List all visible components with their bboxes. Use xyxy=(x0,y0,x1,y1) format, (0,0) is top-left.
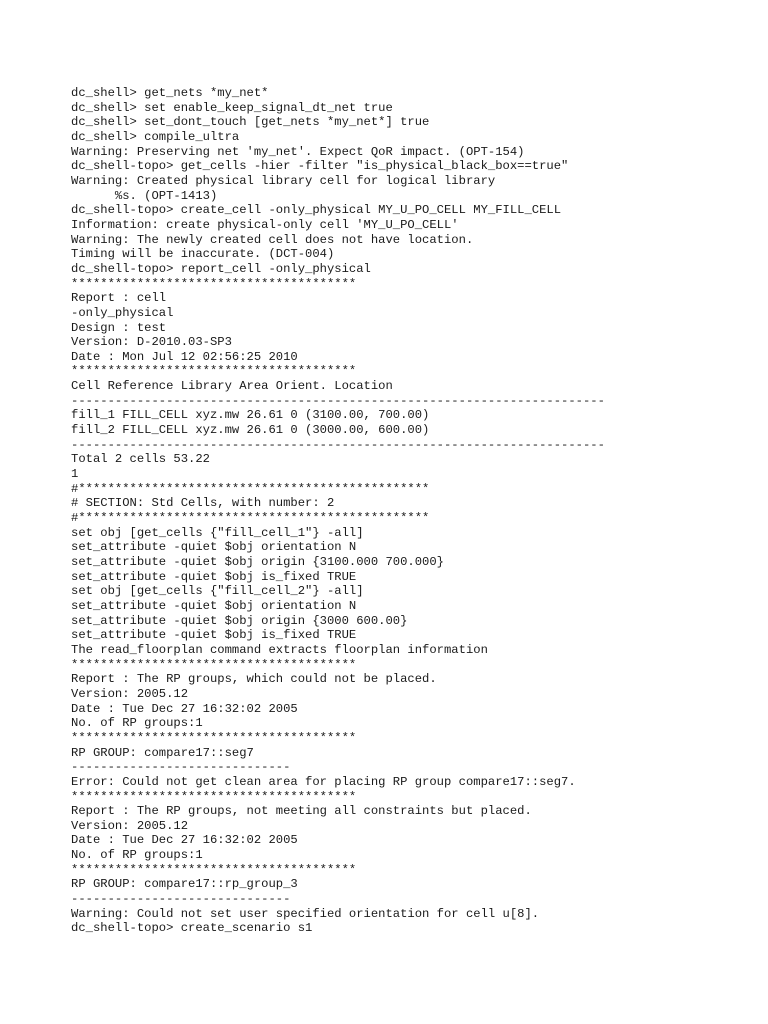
text-line: *************************************** xyxy=(71,730,357,745)
text-line: Warning: Preserving net 'my_net'. Expect QoR impact. (OPT-154) xyxy=(71,144,525,159)
text-line: No. of RP groups:1 xyxy=(71,716,203,731)
text-line: fill_2 FILL_CELL xyz.mw 26.61 0 (3000.00, 600.00) xyxy=(71,423,430,438)
text-line: fill_1 FILL_CELL xyz.mw 26.61 0 (3100.00, 700.00) xyxy=(71,408,430,423)
text-line: dc_shell-topo> get_cells -hier -filter "is_physical_black_box==true" xyxy=(71,159,569,174)
text-line: *************************************** xyxy=(71,657,357,672)
text-line: The read_floorplan command extracts floorplan information xyxy=(71,642,488,657)
text-line: set_attribute -quiet $obj origin {3100.000 700.000} xyxy=(71,555,444,569)
text-line: Version: D-2010.03-SP3 xyxy=(71,335,232,350)
text-line: dc_shell-topo> create_scenario s1 xyxy=(71,921,313,936)
text-line: dc_shell> get_nets *my_net* xyxy=(71,86,269,100)
text-line: set_attribute -quiet $obj orientation N xyxy=(71,598,357,613)
text-line: dc_shell-topo> report_cell -only_physical xyxy=(71,261,371,276)
text-line: Total 2 cells 53.22 xyxy=(71,452,210,467)
text-line: *************************************** xyxy=(71,862,357,877)
text-line: dc_shell> compile_ultra xyxy=(71,129,240,144)
text-line: RP GROUP: compare17::seg7 xyxy=(71,745,254,760)
text-line: Date : Tue Dec 27 16:32:02 2005 xyxy=(71,833,298,848)
text-line: #************************************************ xyxy=(71,481,430,496)
text-line: Report : cell xyxy=(71,291,167,306)
text-line: set obj [get_cells {"fill_cell_2"} -all] xyxy=(71,584,364,599)
text-line: Report : The RP groups, not meeting all constraints but placed. xyxy=(71,804,532,819)
text-line: # SECTION: Std Cells, with number: 2 xyxy=(71,496,335,511)
text-line: Version: 2005.12 xyxy=(71,818,189,833)
text-line: ------------------------------------------------------------------------- xyxy=(71,393,605,408)
text-line: ------------------------------------------------------------------------- xyxy=(71,437,605,452)
text-line: #************************************************ xyxy=(71,511,430,526)
text-line: Warning: The newly created cell does not have location. xyxy=(71,232,474,247)
text-line: dc_shell> set_dont_touch [get_nets *my_net*] true xyxy=(71,115,430,130)
text-line: set obj [get_cells {"fill_cell_1"} -all] xyxy=(71,525,364,540)
text-line: RP GROUP: compare17::rp_group_3 xyxy=(71,877,298,892)
text-line: *************************************** xyxy=(71,364,357,379)
text-line: set_attribute -quiet $obj is_fixed TRUE xyxy=(71,569,357,584)
text-line: Error: Could not get clean area for placing RP group compare17::seg7. xyxy=(71,774,576,789)
text-line: %s. (OPT-1413) xyxy=(71,188,218,203)
text-line: Design : test xyxy=(71,320,167,335)
text-line: Timing will be inaccurate. (DCT-004) xyxy=(71,247,335,262)
text-line: set_attribute -quiet $obj orientation N xyxy=(71,540,357,555)
text-line: *************************************** xyxy=(71,276,357,291)
text-line: dc_shell> set enable_keep_signal_dt_net true xyxy=(71,100,393,115)
text-line: Warning: Created physical library cell for logical library xyxy=(71,173,496,188)
text-line: set_attribute -quiet $obj is_fixed TRUE xyxy=(71,628,357,643)
text-line: -only_physical xyxy=(71,305,174,320)
text-line: dc_shell-topo> create_cell -only_physical MY_U_PO_CELL MY_FILL_CELL xyxy=(71,203,562,218)
text-line: set_attribute -quiet $obj origin {3000 600.00} xyxy=(71,613,408,628)
text-line: ------------------------------ xyxy=(71,760,291,775)
text-line: Date : Mon Jul 12 02:56:25 2010 xyxy=(71,349,298,364)
text-line: 1 xyxy=(71,467,79,482)
text-line: Information: create physical-only cell 'MY_U_PO_CELL' xyxy=(71,217,459,232)
document-page xyxy=(71,86,751,936)
text-line: ------------------------------ xyxy=(71,892,291,907)
text-line: Cell Reference Library Area Orient. Location xyxy=(71,379,393,394)
text-line: Report : The RP groups, which could not be placed. xyxy=(71,672,437,687)
text-line: *************************************** xyxy=(71,789,357,804)
text-line: Version: 2005.12 xyxy=(71,686,189,701)
text-line: Date : Tue Dec 27 16:32:02 2005 xyxy=(71,701,298,716)
text-line: Warning: Could not set user specified orientation for cell u[8]. xyxy=(71,906,540,921)
text-line: No. of RP groups:1 xyxy=(71,848,203,863)
